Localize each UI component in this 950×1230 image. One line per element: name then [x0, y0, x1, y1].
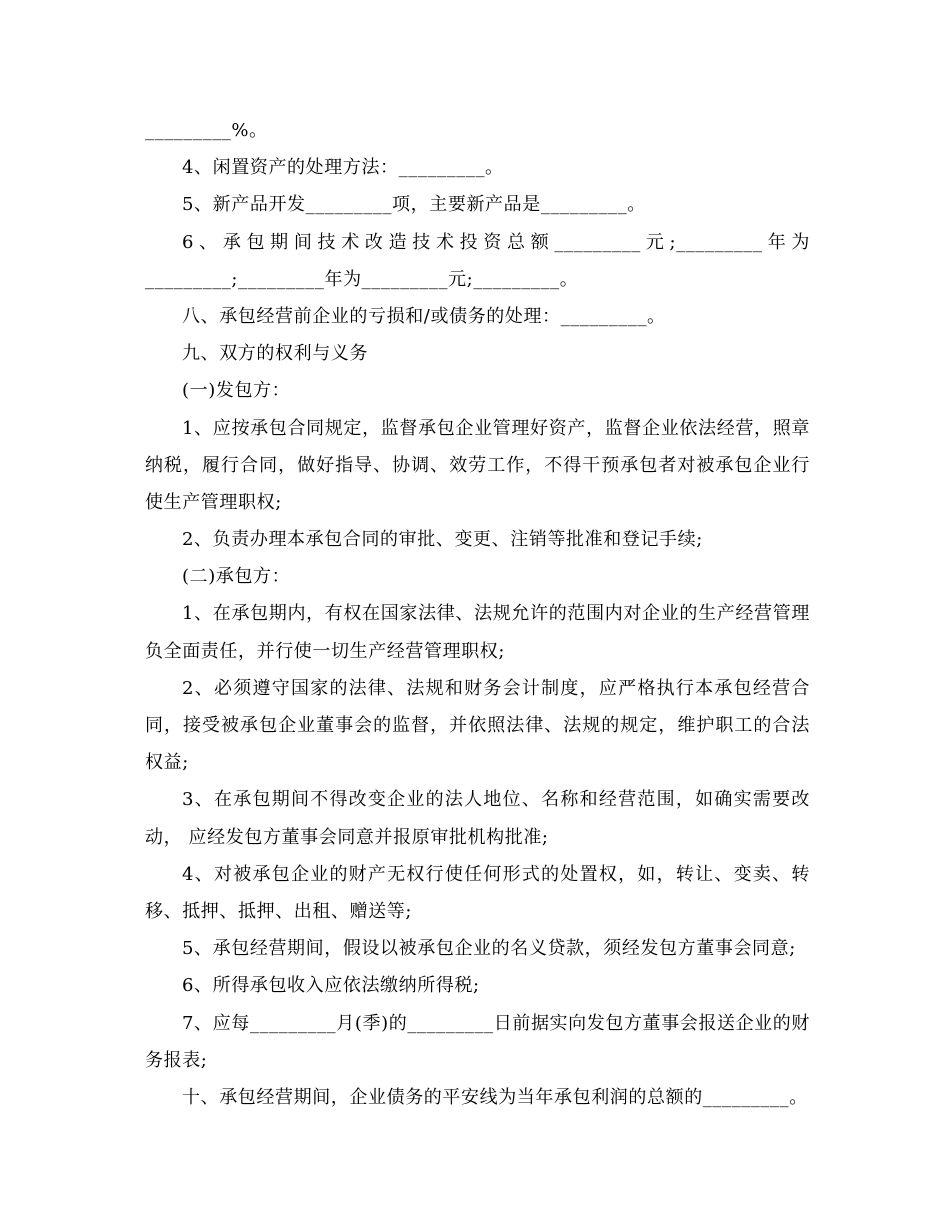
text-line: 使生产管理职权; [145, 491, 282, 513]
text-line: 纳税，履行合同，做好指导、协调、效劳工作，不得干预承包者对被承包企业行 [145, 454, 810, 476]
text-line: _________%。 [145, 120, 268, 141]
text-line: _________;_________年为_________元;_________。 [145, 268, 579, 290]
text-line: 2、必须遵守国家的法律、法规和财务会计制度，应严格执行本承包经营合 [182, 677, 810, 699]
text-line: 九、双方的权利与义务 [182, 343, 368, 365]
text-line: 6、所得承包收入应依法缴纳所得税; [182, 975, 480, 997]
text-line: 2、负责办理本承包合同的审批、变更、注销等批准和登记手续; [182, 529, 703, 551]
text-line: 八、承包经营前企业的亏损和/或债务的处理：_________。 [182, 305, 666, 327]
text-line: 权益; [145, 752, 189, 774]
text-line: 移、抵押、抵押、出租、赠送等; [145, 900, 413, 922]
text-line: 5、新产品开发_________项，主要新产品是_________。 [182, 194, 646, 216]
text-line: 十、承包经营期间，企业债务的平安线为当年承包利润的总额的_________。 [182, 1086, 808, 1108]
text-line: 1、在承包期内，有权在国家法律、法规允许的范围内对企业的生产经营管理 [182, 603, 810, 625]
text-line: 4、对被承包企业的财产无权行使任何形式的处置权，如，转让、变卖、转 [182, 863, 810, 885]
text-line: 同，接受被承包企业董事会的监督，并依照法律、法规的规定，维护职工的合法 [145, 715, 810, 736]
text-line: (二)承包方： [182, 566, 291, 588]
text-line: 动， 应经发包方董事会同意并报原审批机构批准; [145, 826, 549, 848]
text-line: 务报表; [145, 1049, 208, 1071]
text-line: (一)发包方： [182, 380, 291, 402]
text-line: 7、应每_________月(季)的_________日前据实向发包方董事会报送企业的财 [182, 1012, 810, 1034]
text-line: 1、应按承包合同规定，监督承包企业管理好资产，监督企业依法经营，照章 [182, 417, 810, 439]
text-line: 3、在承包期间不得改变企业的法人地位、名称和经营范围，如确实需要改 [182, 789, 810, 811]
text-line: 负全面责任，并行使一切生产经营管理职权; [145, 640, 506, 662]
document-page [145, 112, 810, 1116]
text-line: 6、承包期间技术改造技术投资总额_________元;_________年为 [182, 231, 810, 253]
text-line: 5、承包经营期间，假设以被承包企业的名义贷款，须经发包方董事会同意; [182, 938, 796, 960]
text-line: 4、闲置资产的处理方法：_________。 [182, 157, 504, 179]
